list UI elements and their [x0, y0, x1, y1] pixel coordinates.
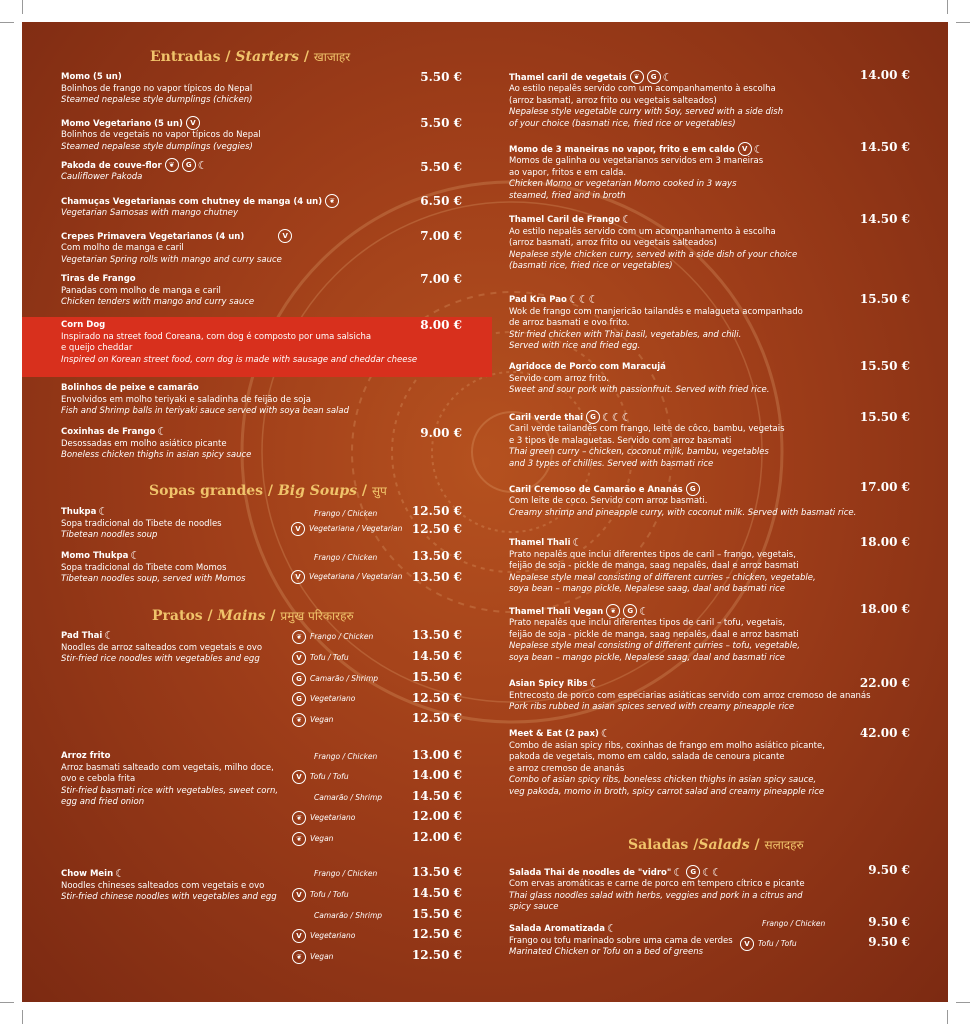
option-tofu: V Tofu / Tofu — [740, 937, 797, 951]
menu-item-pad-kra-pao: Pad Kra Pao ☾☾☾ Wok de frango com manjericão tailandês e malagueta acompanhado de arroz basmati e ovo frito. Stir fried chicken with Thai basil, vegetables, and chili. Served with rice and fried egg. — [509, 293, 803, 351]
menu-item-chicken-tenders: Tiras de Frango Panadas com molho de manga e caril Chicken tenders with mango and curry sauce — [61, 274, 255, 307]
menu-item-aromatic-salad: Salada Aromatizada ☾ Frango ou tofu marinado sobre uma cama de verdes Marinated Chicken or Tofu on a bed of greens — [509, 922, 733, 957]
price: 15.50 € — [859, 359, 910, 373]
price: 17.00 € — [859, 480, 910, 494]
gluten-icon: G — [686, 482, 700, 496]
price: 18.00 € — [859, 602, 910, 616]
spicy-icon: ☾☾☾ — [602, 410, 632, 424]
price: 13.50 € — [411, 570, 462, 584]
vegetarian-icon: V — [291, 522, 305, 536]
gluten-icon: G — [586, 410, 600, 424]
price: 13.50 € — [411, 549, 462, 563]
option-shrimp: Camarão / Shrimp — [314, 793, 383, 802]
menu-item-glass-noodle-salad: Salada Thai de noodles de "vidro" ☾ G ☾☾ Com ervas aromáticas e carne de porco em tempero cítrico e picante Thai glass noodles salad with herbs, veggies and pork in a citrus and spicy sauce — [509, 865, 805, 912]
vegan-icon: ❦ — [325, 194, 339, 208]
option-vegetarian: V Vegetariano — [292, 929, 355, 943]
option-vegan: ❦ Vegan — [292, 713, 333, 727]
spicy-icon: ☾ — [104, 629, 115, 642]
spicy-icon: ☾ — [600, 727, 611, 740]
crop-mark — [22, 1010, 23, 1024]
spicy-icon: ☾ — [673, 865, 684, 879]
price: 15.50 € — [859, 292, 910, 306]
gluten-icon: G — [292, 672, 306, 686]
option-vegetarian: ❦ Vegetariano — [292, 811, 355, 825]
vegan-icon: ❦ — [606, 604, 620, 618]
crop-mark — [947, 0, 948, 14]
option-chicken: Frango / Chicken — [314, 553, 378, 562]
crop-mark — [22, 0, 23, 14]
vegetarian-icon: V — [292, 770, 306, 784]
spicy-icon: ☾ — [753, 142, 764, 156]
spicy-icon: ☾☾☾ — [568, 293, 599, 306]
price: 13.50 € — [411, 628, 462, 642]
price: 18.00 € — [859, 535, 910, 549]
price: 14.50 € — [411, 649, 462, 663]
price: 12.50 € — [411, 691, 462, 705]
price: 7.00 € — [420, 272, 462, 286]
section-title-salads: Saladas /Salads / सलादहरु — [628, 837, 804, 853]
menu-item-chow-mein: Chow Mein ☾ Noodles chineses salteados com vegetais e ovo Stir-fried chinese noodles with vegetables and egg — [61, 867, 277, 902]
vegan-icon: ❦ — [292, 630, 306, 644]
vegan-icon: ❦ — [165, 158, 179, 172]
price: 9.00 € — [420, 426, 462, 440]
menu-item-pad-thai: Pad Thai ☾ Noodles de arroz salteados com vegetais e ovo Stir-fried rice noodles with vegetables and egg — [61, 629, 263, 664]
vegetarian-icon: V — [292, 651, 306, 665]
crop-mark — [956, 1002, 970, 1003]
crop-mark — [0, 1002, 14, 1003]
menu-item-veg-curry: Thamel caril de vegetais ❦ G ☾ Ao estilo nepalês servido com um acompanhamento à escolha (arroz basmati, arroz frito ou vegetais salteados) Nepalese style vegetable curry with Soy, served with a side dish of your choice (basmati rice, fried rice or vegetables) — [509, 70, 784, 129]
option-chicken: ❦ Frango / Chicken — [292, 630, 373, 644]
spicy-icon: ☾ — [572, 536, 583, 549]
option-vegan: ❦ Vegan — [292, 832, 333, 846]
menu-item-arroz-frito: Arroz frito Arroz basmati salteado com vegetais, milho doce, ovo e cebola frita Stir-fried basmati rice with vegetables, sweet corn, egg and fried onion — [61, 751, 279, 807]
price: 5.50 € — [420, 70, 462, 84]
option-tofu: V Tofu / Tofu — [292, 888, 349, 902]
gluten-icon: G — [623, 604, 637, 618]
price: 8.00 € — [420, 318, 462, 332]
section-title-soups: Sopas grandes / Big Soups / सुप — [149, 483, 387, 499]
menu-item-momo-3-ways: Momo de 3 maneiras no vapor, frito e em caldo V ☾ Momos de galinha ou vegetarianos servidos em 3 maneiras ao vapor, fritos e em calda. Chicken Momo or vegetarian Momo cooked in 3 ways steamed, fried and in broth — [509, 142, 764, 201]
spicy-icon: ☾ — [589, 677, 600, 690]
spicy-icon: ☾☾ — [702, 865, 722, 879]
menu-item-fish-balls: Bolinhos de peixe e camarão Envolvidos em molho teriyaki e saladinha de feijão de soja Fish and Shrimp balls in teriyaki sauce served with soya bean salad — [61, 383, 349, 416]
price: 12.50 € — [411, 948, 462, 962]
vegetarian-icon: V — [291, 570, 305, 584]
gluten-icon: G — [686, 865, 700, 879]
section-title-mains: Pratos / Mains / प्रमुख परिकारहरु — [152, 608, 354, 624]
crop-mark — [947, 1010, 948, 1024]
price: 15.50 € — [411, 670, 462, 684]
option-chicken: Frango / Chicken — [314, 869, 378, 878]
menu-page — [22, 22, 948, 1002]
menu-item-momo-thukpa: Momo Thukpa ☾ Sopa tradicional do Tibete com Momos Tibetean noodles soup, served with Momos — [61, 549, 246, 584]
price: 14.00 € — [411, 768, 462, 782]
option-vegetarian: V Vegetariana / Vegetarian — [291, 570, 402, 584]
price: 9.50 € — [868, 863, 910, 877]
option-shrimp: G Camarão / Shrimp — [292, 672, 378, 686]
spicy-icon: ☾ — [115, 867, 126, 880]
vegan-icon: ❦ — [630, 70, 644, 84]
price: 12.50 € — [411, 927, 462, 941]
menu-item-sweet-sour-pork: Agridoce de Porco com Maracujá Servido com arroz frito. Sweet and sour pork with passionfruit. Served with fried rice. — [509, 362, 770, 395]
option-tofu: V Tofu / Tofu — [292, 770, 349, 784]
spicy-icon: ☾ — [157, 425, 168, 438]
price: 14.50 € — [411, 789, 462, 803]
vegetarian-icon: V — [292, 888, 306, 902]
menu-item-spring-rolls: Crepes Primavera Vegetarianos (4 un) V Com molho de manga e caril Vegetarian Spring rolls with mango and curry sauce — [61, 229, 292, 266]
spicy-icon: ☾ — [622, 213, 632, 226]
menu-item-spicy-ribs: Asian Spicy Ribs ☾ Entrecosto de porco com especiarias asiáticas servido com arroz cremoso de ananás Pork ribs rubbed in asian spices served with creamy pineapple rice — [509, 677, 871, 712]
menu-item-thamel-thali: Thamel Thali ☾ Prato nepalês que inclui diferentes tipos de caril – frango, vegetais, feijão de soja - pickle de manga, saag nepalês, daal e arroz basmati Nepalese style meal consisting of different curries – chicken, vegetable, soya bean – mango pickle, Nepalese saag, daal and basmati rice — [509, 536, 816, 594]
vegan-icon: ❦ — [292, 832, 306, 846]
option-shrimp: Camarão / Shrimp — [314, 911, 383, 920]
gluten-icon: G — [647, 70, 661, 84]
spicy-icon: ☾ — [130, 549, 141, 562]
menu-item-pakoda: Pakoda de couve-flor ❦ G ☾ Cauliflower Pakoda — [61, 158, 208, 182]
vegan-icon: ❦ — [292, 950, 306, 964]
vegetarian-icon: V — [186, 116, 200, 130]
menu-item-thukpa: Thukpa ☾ Sopa tradicional do Tibete de noodles Tibetean noodles soup — [61, 505, 222, 540]
price: 14.00 € — [859, 68, 910, 82]
price: 22.00 € — [859, 676, 910, 690]
spicy-icon: ☾ — [197, 158, 208, 172]
price: 12.50 € — [411, 711, 462, 725]
menu-item-meet-eat: Meet & Eat (2 pax) ☾ Combo de asian spicy ribs, coxinhas de frango em molho asiático picante, pakoda de vegetais, momo em caldo, salada de cenoura picante e arroz cremoso de ananás Combo of asian spicy ribs, boneless chicken thighs in asian spicy sauce, veg pakoda, momo in broth, spicy carrot salad and creamy pineapple rice — [509, 727, 825, 797]
vegan-icon: ❦ — [292, 713, 306, 727]
menu-item-momo-veg: Momo Vegetariano (5 un) V Bolinhos de vegetais no vapor típicos do Nepal Steamed nepalese style dumplings (veggies) — [61, 116, 261, 153]
menu-item-chicken-curry: Thamel Caril de Frango ☾ Ao estilo nepalês servido com um acompanhamento à escolha (arroz basmati, arroz frito ou vegetais salteados) Nepalese style chicken curry, served with a side dish of your choice (basmati rice, fried rice or vegetables) — [509, 213, 798, 271]
gluten-icon: G — [292, 692, 306, 706]
spicy-icon: ☾ — [639, 604, 650, 618]
menu-item-momo: Momo (5 un) Bolinhos de frango no vapor típicos do Nepal Steamed nepalese style dumplings (chicken) — [61, 72, 253, 105]
price: 42.00 € — [859, 726, 910, 740]
section-title-starters: Entradas / Starters / खाजाहर — [150, 49, 351, 65]
crop-mark — [956, 22, 970, 23]
price: 7.00 € — [420, 229, 462, 243]
price: 12.50 € — [411, 504, 462, 518]
option-vegan: ❦ Vegan — [292, 950, 333, 964]
price: 14.50 € — [859, 140, 910, 154]
option-chicken: Frango / Chicken — [314, 509, 378, 518]
price: 12.00 € — [411, 830, 462, 844]
vegan-icon: ❦ — [292, 811, 306, 825]
vegetarian-icon: V — [292, 929, 306, 943]
option-vegetarian: V Vegetariana / Vegetarian — [291, 522, 402, 536]
price: 12.00 € — [411, 809, 462, 823]
menu-item-coxinhas: Coxinhas de Frango ☾ Desossadas em molho asiático picante Boneless chicken thighs in asian spicy sauce — [61, 425, 252, 460]
crop-mark — [0, 22, 14, 23]
vegetarian-icon: V — [738, 142, 752, 156]
menu-item-samosas: Chamuças Vegetarianas com chutney de manga (4 un) ❦ Vegetarian Samosas with mango chutney — [61, 194, 339, 220]
price: 13.50 € — [411, 865, 462, 879]
option-chicken: Frango / Chicken — [762, 919, 826, 928]
price: 5.50 € — [420, 160, 462, 174]
price: 6.50 € — [420, 194, 462, 208]
spicy-icon: ☾ — [662, 70, 673, 84]
option-vegetarian: G Vegetariano — [292, 692, 355, 706]
price: 14.50 € — [411, 886, 462, 900]
menu-item-green-curry: Caril verde thai G ☾☾☾ Caril verde tailandês com frango, leite de côco, bambu, vegetais e 3 tipos de malaguetas. Servido com arroz basmati Thai green curry – chicken, coconut milk, bambu, vegetables and 3 types of chillies. Served with basmati rice — [509, 410, 785, 469]
price: 12.50 € — [411, 522, 462, 536]
option-tofu: V Tofu / Tofu — [292, 651, 349, 665]
menu-item-shrimp-curry: Caril Cremoso de Camarão e Ananás G Com leite de coco. Servido com arroz basmati. Creamy shrimp and pineapple curry, with coconut milk. Served with basmati rice. — [509, 482, 856, 519]
price: 15.50 € — [411, 907, 462, 921]
price: 13.00 € — [411, 748, 462, 762]
price: 9.50 € — [868, 935, 910, 949]
vegetarian-icon: V — [740, 937, 754, 951]
price: 9.50 € — [868, 915, 910, 929]
option-chicken: Frango / Chicken — [314, 752, 378, 761]
price: 14.50 € — [859, 212, 910, 226]
gluten-icon: G — [182, 158, 196, 172]
spicy-icon: ☾ — [98, 505, 109, 518]
menu-item-thamel-thali-vegan: Thamel Thali Vegan ❦ G ☾ Prato nepalês que inclui diferentes tipos de caril – tofu, vegetais, feijão de soja - pickle de manga, saag nepalês, daal e arroz basmati Nepalese style meal consisting of different curries – tofu, vegetable, soya bean – mango pickle, Nepalese saag, daal and basmati rice — [509, 604, 800, 663]
menu-item-corn-dog: Corn Dog Inspirado na street food Coreana, corn dog é composto por uma salsicha e queijo cheddar Inspired on Korean street food, corn dog is made with sausage and cheddar cheese — [61, 320, 418, 365]
price: 5.50 € — [420, 116, 462, 130]
spicy-icon: ☾ — [606, 922, 617, 935]
vegetarian-icon: V — [278, 229, 292, 243]
price: 15.50 € — [859, 410, 910, 424]
